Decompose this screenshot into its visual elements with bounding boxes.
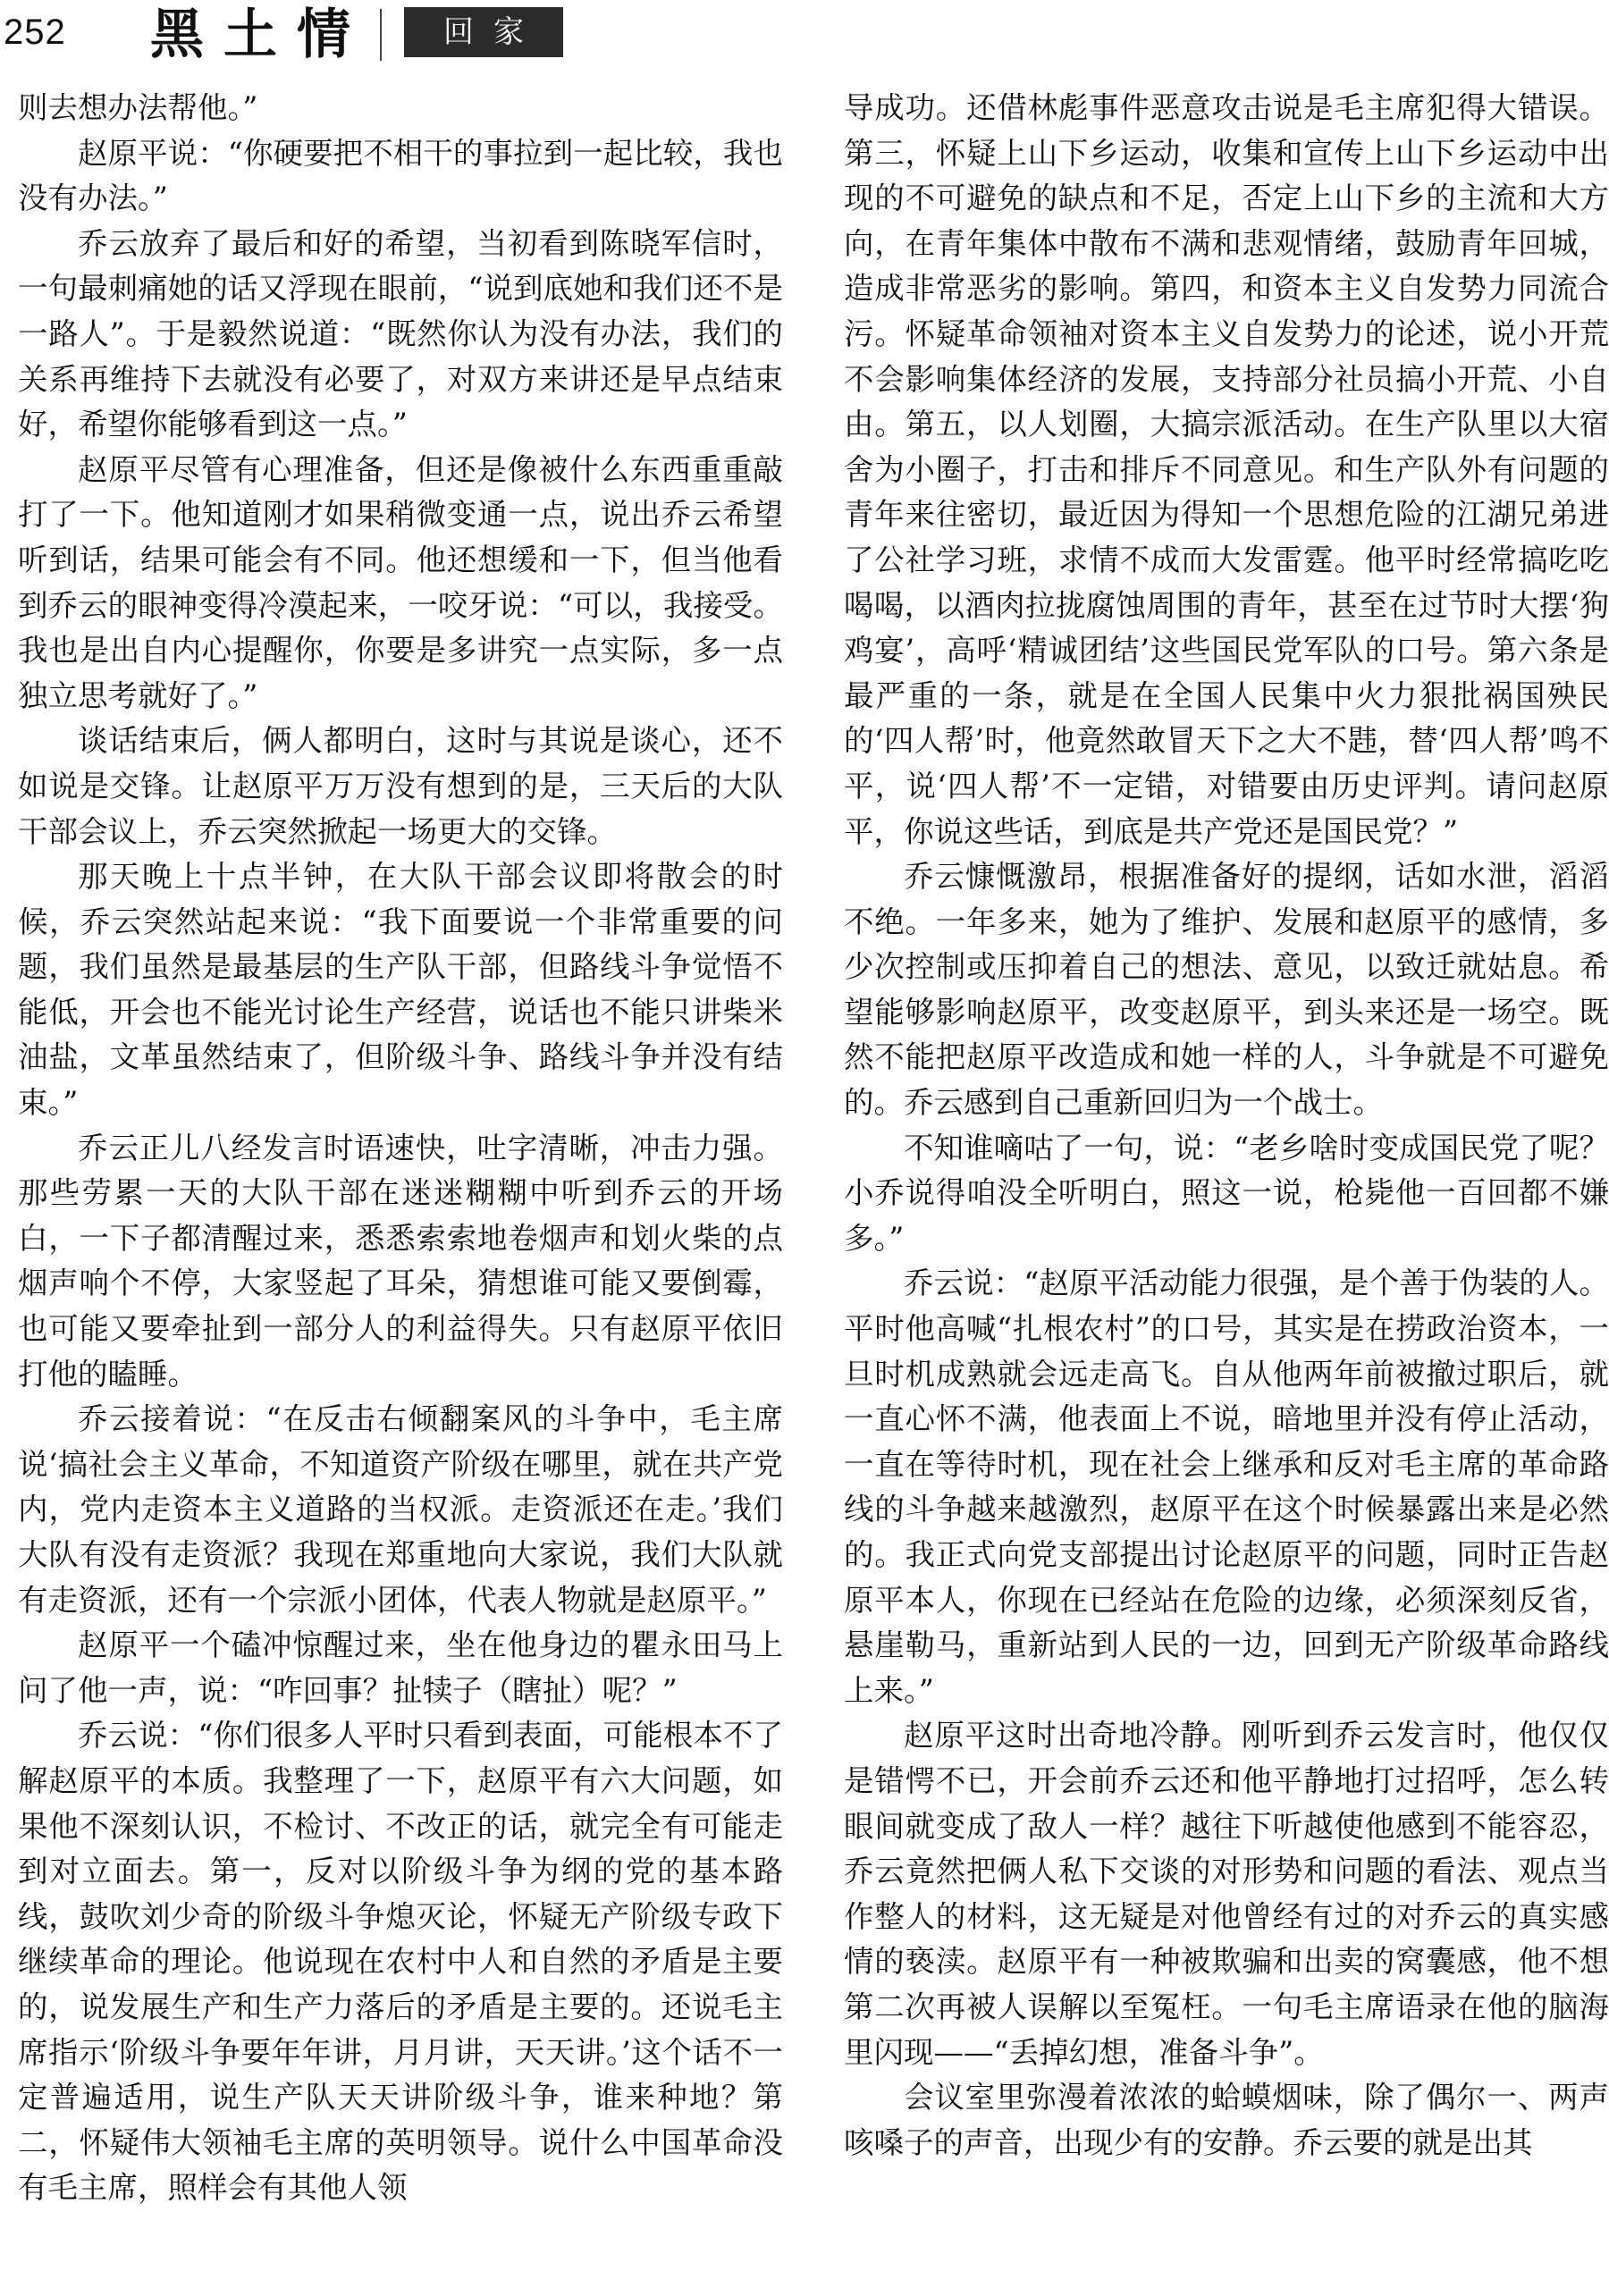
- paragraph: 乔云接着说：“在反击右倾翻案风的斗争中，毛主席说‘搞社会主义革命，不知道资产阶级在哪里，就在共产党内，党内走资本主义道路的当权派。走资派还在走。’我们大队有没有走资派？我现在郑重地向大家说，我们大队就有走资派，还有一个宗派小团体，代表人物就是赵原平。”: [18, 1401, 783, 1618]
- paragraph: 乔云慷慨激昂，根据准备好的提纲，话如水泄，滔滔不绝。一年多来，她为了维护、发展和赵原平的感情，多少次控制或压抑着自己的想法、意见，以致迁就姑息。希望能够影响赵原平，改变赵原平，到头来还是一场空。既然不能把赵原平改造成和她一样的人，斗争就是不可避免的。乔云感到自己重新回归为一个战士。: [844, 859, 1609, 1121]
- paragraph: 乔云正儿八经发言时语速快，吐字清晰，冲击力强。那些劳累一天的大队干部在迷迷糊糊中听到乔云的开场白，一下子都清醒过来，悉悉索索地卷烟声和划火柴的点烟声响个不停，大家竖起了耳朵，猜想谁可能又要倒霉，也可能又要牵扯到一部分人的利益得失。只有赵原平依旧打他的瞌睡。: [18, 1130, 783, 1392]
- left-column: [18, 86, 783, 2211]
- paragraph: 会议室里弥漫着浓浓的蛤蟆烟味，除了偶尔一、两声咳嗓子的声音，出现少有的安静。乔云要的就是出其: [844, 2080, 1609, 2160]
- paragraph: 则去想办法帮他。”: [18, 90, 258, 125]
- paragraph: 赵原平说：“你硬要把不相干的事拉到一起比较，我也没有办法。”: [18, 135, 783, 216]
- paragraph: 不知谁嘀咕了一句，说：“老乡啥时变成国民党了呢？小乔说得咱没全听明白，照这一说，枪毙他一百回都不嫌多。”: [844, 1130, 1609, 1256]
- page-number: 252: [4, 13, 66, 52]
- paragraph: 谈话结束后，俩人都明白，这时与其说是谈心，还不如说是交锋。让赵原平万万没有想到的是，三天后的大队干部会议上，乔云突然掀起一场更大的交锋。: [18, 723, 783, 849]
- paragraph: 赵原平尽管有心理准备，但还是像被什么东西重重敲打了一下。他知道刚才如果稍微变通一点，说出乔云希望听到话，结果可能会有不同。他还想缓和一下，但当他看到乔云的眼神变得冷漠起来，一咬牙说：“可以，我接受。我也是出自内心提醒你，你要是多讲究一点实际，多一点独立思考就好了。”: [18, 451, 783, 713]
- page-header: [0, 0, 1609, 75]
- section-tag: 回家: [404, 7, 563, 57]
- paragraph: 赵原平一个磕冲惊醒过来，坐在他身边的瞿永田马上问了他一声，说：“咋回事？扯犊子（瞎扯）呢？”: [18, 1627, 783, 1708]
- paragraph: 乔云说：“赵原平活动能力很强，是个善于伪装的人。平时他高喊“扎根农村”的口号，其实是在捞政治资本，一旦时机成熟就会远走高飞。自从他两年前被撤过职后，就一直心怀不满，他表面上不说，暗地里并没有停止活动，一直在等待时机，现在社会上继承和反对毛主席的革命路线的斗争越来越激烈，赵原平在这个时候暴露出来是必然的。我正式向党支部提出讨论赵原平的问题，同时正告赵原平本人，你现在已经站在危险的边缘，必须深刻反省，悬崖勒马，重新站到人民的一边，回到无产阶级革命路线上来。”: [844, 1266, 1609, 1708]
- paragraph: 乔云放弃了最后和好的希望，当初看到陈晓军信时，一句最刺痛她的话又浮现在眼前，“说到底她和我们还不是一路人”。于是毅然说道：“既然你认为没有办法，我们的关系再维持下去就没有必要了，对双方来讲还是早点结束好，希望你能够看到这一点。”: [18, 225, 783, 442]
- header-divider: [380, 9, 382, 61]
- paragraph: 赵原平这时出奇地冷静。刚听到乔云发言时，他仅仅是错愕不已，开会前乔云还和他平静地打过招呼，怎么转眼间就变成了敌人一样？越往下听越使他感到不能容忍，乔云竟然把俩人私下交谈的对形势和问题的看法、观点当作整人的材料，这无疑是对他曾经有过的对乔云的真实感情的亵渎。赵原平有一种被欺骗和出卖的窝囊感，他不想第二次再被人误解以至冤枉。一句毛主席语录在他的脑海里闪现——“丢掉幻想，准备斗争”。: [844, 1718, 1609, 2070]
- paragraph: 那天晚上十点半钟，在大队干部会议即将散会的时候，乔云突然站起来说：“我下面要说一个非常重要的问题，我们虽然是最基层的生产队干部，但路线斗争觉悟不能低，开会也不能光讨论生产经营，说话也不能只讲柴米油盐，文革虽然结束了，但阶级斗争、路线斗争并没有结束。”: [18, 859, 783, 1121]
- paragraph: 导成功。还借林彪事件恶意攻击说是毛主席犯得大错误。第三，怀疑上山下乡运动，收集和宣传上山下乡运动中出现的不可避免的缺点和不足，否定上山下乡的主流和大方向，在青年集体中散布不满和悲观情绪，鼓励青年回城，造成非常恶劣的影响。第四，和资本主义自发势力同流合污。怀疑革命领袖对资本主义自发势力的论述，说小开荒不会影响集体经济的发展，支持部分社员搞小开荒、小自由。第五，以人划圈，大搞宗派活动。在生产队里以大宿舍为小圈子，打击和排斥不同意见。和生产队外有问题的青年来往密切，最近因为得知一个思想危险的江湖兄弟进了公社学习班，求情不成而大发雷霆。他平时经常搞吃吃喝喝，以酒肉拉拢腐蚀周围的青年，甚至在过节时大摆‘狗鸡宴’，高呼‘精诚团结’这些国民党军队的口号。第六条是最严重的一条，就是在全国人民集中火力狠批祸国殃民的‘四人帮’时，他竟然敢冒天下之大不韪，替‘四人帮’鸣不平，说‘四人帮’不一定错，对错要由历史评判。请问赵原平，你说这些话，到底是共产党还是国民党？”: [844, 90, 1609, 849]
- magazine-logo: 黑土情: [150, 4, 370, 66]
- right-column: [844, 86, 1609, 2166]
- paragraph: 乔云说：“你们很多人平时只看到表面，可能根本不了解赵原平的本质。我整理了一下，赵原平有六大问题，如果他不深刻认识，不检讨、不改正的话，就完全有可能走到对立面去。第一，反对以阶级斗争为纲的党的基本路线，鼓吹刘少奇的阶级斗争熄灭论，怀疑无产阶级专政下继续革命的理论。他说现在农村中人和自然的矛盾是主要的，说发展生产和生产力落后的矛盾是主要的。还说毛主席指示‘阶级斗争要年年讲，月月讲，天天讲。’这个话不一定普遍适用，说生产队天天讲阶级斗争，谁来种地？第二，怀疑伟大领袖毛主席的英明领导。说什么中国革命没有毛主席，照样会有其他人领: [18, 1718, 783, 2206]
